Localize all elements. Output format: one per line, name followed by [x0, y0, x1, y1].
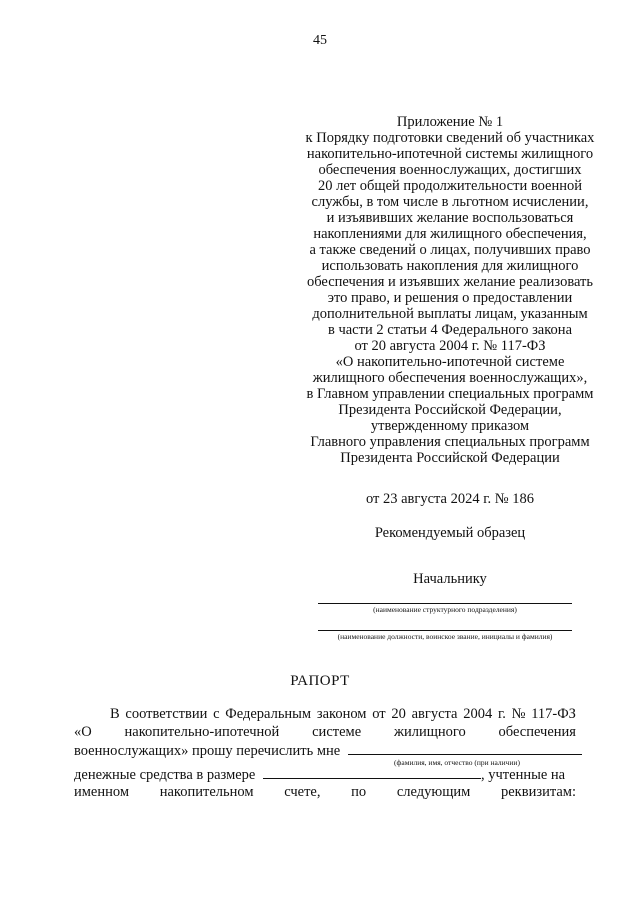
unit-name-line[interactable] [318, 603, 572, 604]
body-word: 117-ФЗ [531, 706, 576, 722]
body-word: системе [312, 724, 362, 740]
amount-suffix: , учтенные на [481, 767, 566, 783]
body-word: накопительно-ипотечной [124, 724, 280, 740]
appendix-line: накопительно-ипотечной системы жилищного [306, 146, 594, 162]
appendix-line: в Главном управлении специальных программ [306, 386, 594, 402]
appendix-line: к Порядку подготовки сведений об участниках [305, 130, 595, 146]
body-word: от [372, 706, 386, 722]
page-number: 45 [313, 33, 327, 48]
amount-prefix: денежные средства в размере [74, 767, 256, 783]
appendix-line: в части 2 статьи 4 Федерального закона [327, 322, 572, 338]
appendix-line: это право, и решения о предоставлении [327, 290, 573, 306]
full-name-field[interactable] [348, 742, 582, 755]
unit-name-caption: (наименование структурного подразделения) [373, 605, 517, 614]
body-line-3-text: военнослужащих» прошу перечислить мне [74, 743, 341, 759]
appendix-heading [290, 114, 610, 466]
body-word: жилищного [393, 724, 466, 740]
appendix-line: Президента Российской Федерации, [338, 402, 562, 418]
body-line-5 [74, 784, 576, 801]
body-line-1 [110, 706, 576, 723]
appendix-line: 20 лет общей продолжительности военной [318, 178, 582, 194]
body-word: г. [497, 706, 506, 722]
body-word: № [511, 706, 526, 722]
appendix-line: Президента Российской Федерации [340, 450, 560, 466]
appendix-line: службы, в том числе в льготном исчислении, [311, 194, 589, 210]
body-word: следующим [396, 784, 471, 800]
body-word: счете, [284, 784, 321, 800]
addressee-label: Начальнику [413, 571, 487, 587]
appendix-line: Приложение № 1 [396, 114, 504, 130]
body-line-2 [74, 724, 576, 741]
body-word: Федеральным [225, 706, 312, 722]
appendix-line: Главного управления специальных программ [310, 434, 590, 450]
body-word: «О [74, 724, 92, 740]
appendix-line: дополнительной выплаты лицам, указанным [312, 306, 588, 322]
document-title: РАПОРТ [290, 673, 350, 689]
appendix-line: утвержденному приказом [370, 418, 530, 434]
recommended-sample-label: Рекомендуемый образец [374, 525, 526, 541]
position-name-caption: (наименование должности, воинское звание, инициалы и фамилия) [337, 632, 553, 641]
appendix-line: а также сведений о лицах, получивших право [309, 242, 591, 258]
body-word: августа [411, 706, 458, 722]
body-word: 20 [391, 706, 406, 722]
position-name-line[interactable] [318, 630, 572, 631]
body-word: реквизитам: [501, 784, 576, 800]
appendix-line: использовать накопления для жилищного [321, 258, 579, 274]
appendix-line: обеспечения и изъявших желание реализовать [307, 274, 593, 290]
body-word: 2004 [463, 706, 493, 722]
body-word: соответствии [125, 706, 208, 722]
appendix-line: обеспечения военнослужащих, достигших [318, 162, 582, 178]
body-word: по [351, 784, 367, 800]
full-name-caption: (фамилия, имя, отчество (при наличии) [394, 758, 520, 767]
body-word: с [213, 706, 220, 722]
body-word: В [110, 706, 120, 722]
appendix-line: жилищного обеспечения военнослужащих», [312, 370, 588, 386]
appendix-line: «О накопительно-ипотечной системе [335, 354, 565, 370]
body-word: законом [316, 706, 367, 722]
order-date: от 23 августа 2024 г. № 186 [365, 491, 535, 507]
body-word: именном [74, 784, 130, 800]
body-word: накопительном [159, 784, 254, 800]
body-line-4 [74, 766, 576, 784]
appendix-line: накоплениями для жилищного обеспечения, [313, 226, 587, 242]
amount-field[interactable] [263, 766, 481, 779]
body-word: обеспечения [498, 724, 576, 740]
appendix-line: от 20 августа 2004 г. № 117-ФЗ [354, 338, 546, 354]
appendix-line: и изъявивших желание воспользоваться [326, 210, 574, 226]
